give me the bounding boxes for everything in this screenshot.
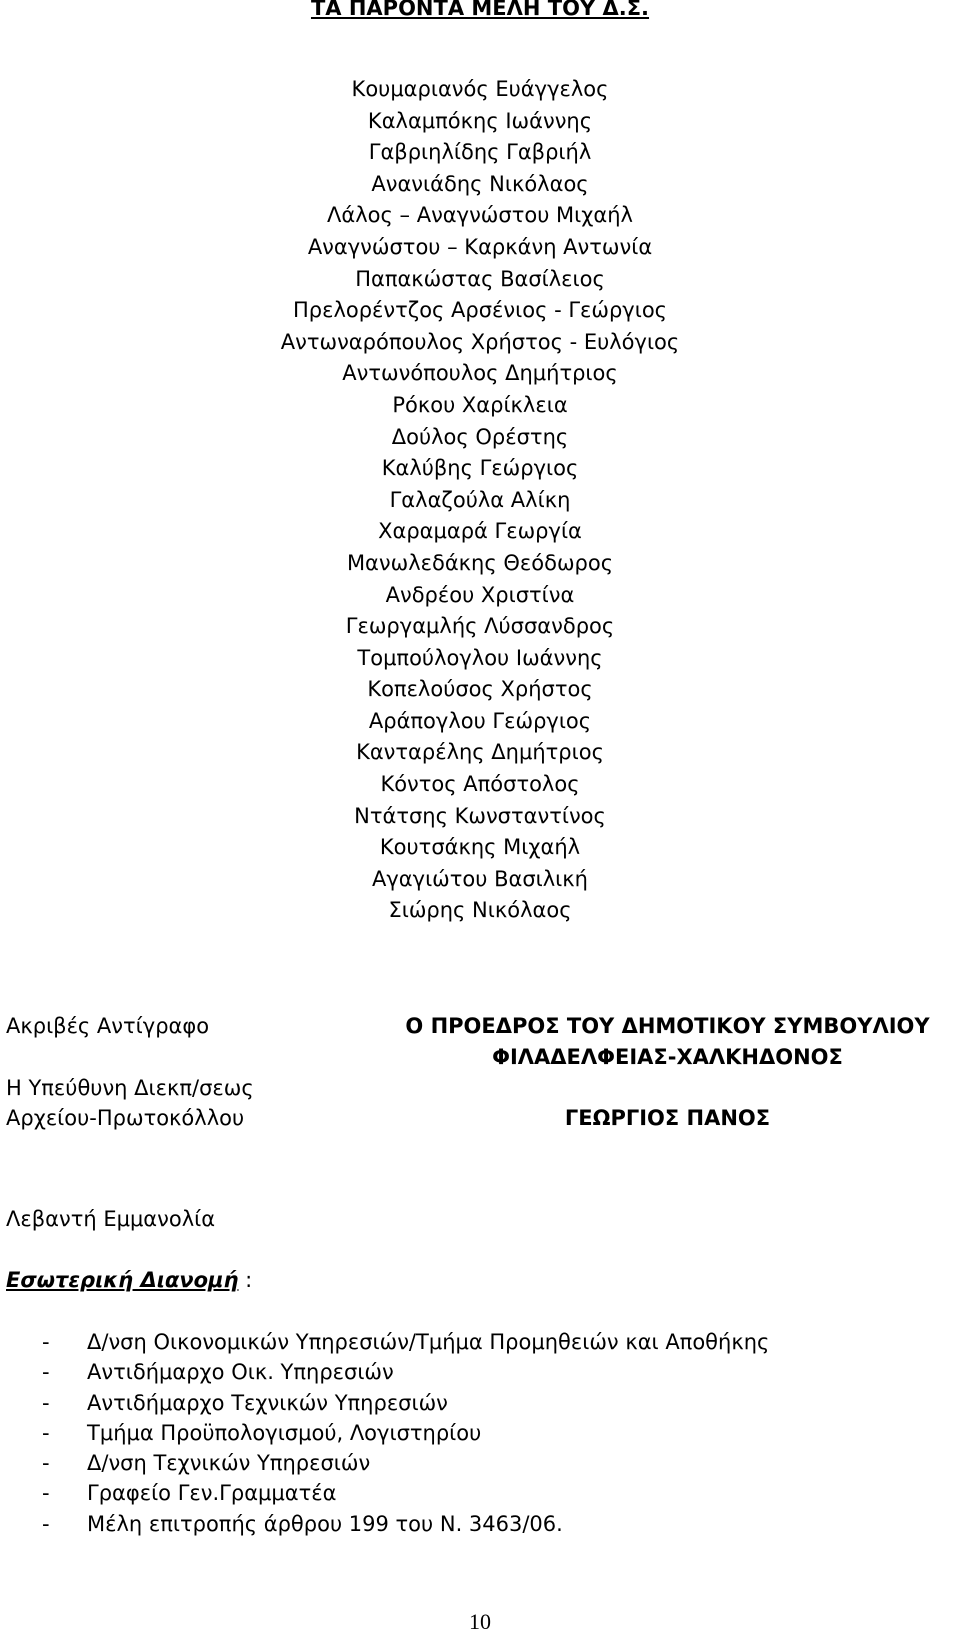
member-name: Καλύβης Γεώργιος xyxy=(381,456,579,481)
distribution-item-text: Τμήμα Προϋπολογισμού, Λογιστηρίου xyxy=(87,1420,482,1445)
member-name: Λάλος – Αναγνώστου Μιχαήλ xyxy=(327,203,633,228)
list-dash: - xyxy=(42,1481,50,1506)
member-name: Σιώρης Νικόλαος xyxy=(388,898,572,923)
list-dash: - xyxy=(42,1330,50,1354)
distribution-item-text: Γραφείο Γεν.Γραμματέα xyxy=(87,1481,337,1506)
member-name: Κανταρέλης Δημήτριος xyxy=(356,740,604,765)
member-name: Τομπούλογλου Ιωάννης xyxy=(357,645,603,670)
member-name: Παπακώστας Βασίλειος xyxy=(355,266,605,291)
member-name: Χαραμαρά Γεωργία xyxy=(378,519,582,544)
member-name: Μανωλεδάκης Θεόδωρος xyxy=(346,550,614,575)
member-name: Κοπελούσος Χρήστος xyxy=(367,677,593,702)
member-name: Αντωνόπουλος Δημήτριος xyxy=(342,361,618,386)
member-name: Αράπογλου Γεώργιος xyxy=(368,708,592,733)
member-name: Καλαμπόκης Ιωάννης xyxy=(367,108,593,133)
member-name: Αγαγιώτου Βασιλική xyxy=(372,866,588,891)
member-name: Αναγνώστου – Καρκάνη Αντωνία xyxy=(307,234,653,259)
page-number: 10 xyxy=(469,1609,491,1634)
president-title-line1: Ο ΠΡΟΕΔΡΟΣ ΤΟΥ ΔΗΜΟΤΙΚΟΥ ΣΥΜΒΟΥΛΙΟΥ xyxy=(405,1014,930,1038)
member-name: Κουμαριανός Ευάγγελος xyxy=(351,77,609,101)
member-name: Γεωργαμλής Λύσσανδρος xyxy=(345,614,615,639)
distribution-item-text: Δ/νση Οικονομικών Υπηρεσιών/Τμήμα Προμηθειών και Αποθήκης xyxy=(87,1330,770,1354)
list-dash: - xyxy=(42,1451,50,1476)
official-title-line2: Αρχείου-Πρωτοκόλλου xyxy=(6,1106,245,1130)
member-name: Ανδρέου Χριστίνα xyxy=(385,582,575,607)
member-name: Κόντος Απόστολος xyxy=(380,772,580,797)
member-name: Πρελορέντζος Αρσένιος - Γεώργιος xyxy=(292,298,668,323)
distribution-item-text: Αντιδήμαρχο Τεχνικών Υπηρεσιών xyxy=(87,1390,448,1415)
member-name: Δούλος Ορέστης xyxy=(391,424,569,449)
distribution-item-text: Δ/νση Τεχνικών Υπηρεσιών xyxy=(87,1451,371,1476)
list-dash: - xyxy=(42,1390,50,1415)
list-dash: - xyxy=(42,1511,50,1536)
member-name: Γαβριηλίδης Γαβριήλ xyxy=(368,140,592,165)
member-name: Ρόκου Χαρίκλεια xyxy=(392,392,568,417)
distribution-heading xyxy=(6,1266,252,1294)
member-name: Ντάτσης Κωνσταντίνος xyxy=(354,803,606,828)
member-name: Κουτσάκης Μιχαήλ xyxy=(379,835,581,860)
member-name: Αντωναρόπουλος Χρήστος - Ευλόγιος xyxy=(280,329,680,354)
member-name: Γαλαζούλα Αλίκη xyxy=(389,487,571,512)
distribution-separator: : xyxy=(238,1268,253,1292)
president-name: ΓΕΩΡΓΙΟΣ ΠΑΝΟΣ xyxy=(564,1106,771,1130)
distribution-title: Εσωτερική Διανομή xyxy=(6,1268,239,1292)
distribution-item-text: Αντιδήμαρχο Οικ. Υπηρεσιών xyxy=(87,1360,394,1385)
member-name: Ανανιάδης Νικόλαος xyxy=(371,171,589,196)
list-dash: - xyxy=(42,1420,50,1445)
page-title: ΤΑ ΠΑΡΟΝΤΑ ΜΕΛΗ ΤΟΥ Δ.Σ. xyxy=(310,0,650,20)
list-dash: - xyxy=(42,1360,50,1385)
official-title-line1: Η Υπεύθυνη Διεκπ/σεως xyxy=(6,1076,254,1100)
certified-copy-label: Ακριβές Αντίγραφο xyxy=(6,1014,210,1038)
president-title-line2: ΦΙΛΑΔΕΛΦΕΙΑΣ-ΧΑΛΚΗΔΟΝΟΣ xyxy=(492,1045,843,1069)
members-list xyxy=(0,74,960,927)
distribution-item-text: Μέλη επιτροπής άρθρου 199 του Ν. 3463/06. xyxy=(87,1511,563,1536)
official-name: Λεβαντή Εμμανολία xyxy=(6,1207,216,1231)
